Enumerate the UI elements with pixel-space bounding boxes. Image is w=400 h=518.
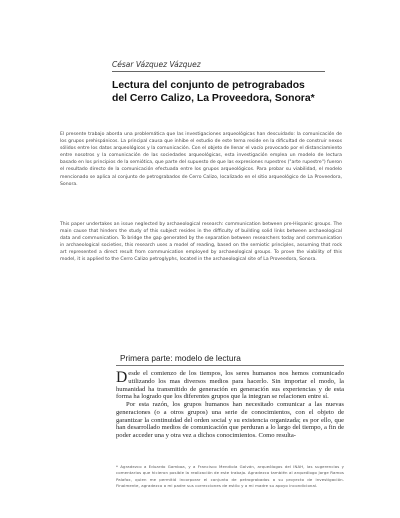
paragraph-1 (116, 370, 344, 401)
section-rule (116, 365, 344, 366)
title-line-2: del Cerro Calizo, La Proveedora, Sonora* (112, 92, 315, 104)
footnote-text: * Agradezco a Eduardo Gamboa, y a Francisco Mendiola Galván, arqueólogos del INAH, las sugerencias y comentarios que hicieron posible la realización de este trabajo. Agradezco también al arqueólogo Jorge Ramos Palafox, quien me permitió incorporar el conjunto de petrograbados a su proyecto de investigación. Finalmente, agradezco a mi padre sus correcciones de estilo y a mi madre su apoyo incondicional. (116, 464, 344, 489)
paragraph-2: Por esta razón, los grupos humanos han necesitado comunicar a las nuevas generaciones (o a otros grupos) una serie de conocimientos, con el objeto de garantizar la continuidad del orden social y su existencia organizada; es por ello, que han desarrollado medios de comunicación que perduran a lo largo del tiempo, a fin de poder acceder una y otra vez a dichos conocimientos. Como resulta- (116, 401, 344, 439)
title-line-1: Lectura del conjunto de petrograbados (112, 80, 305, 91)
footnote (116, 464, 344, 490)
section-heading: Primera parte: modelo de lectura (120, 353, 241, 363)
author-name: César Vázquez Vázquez (112, 60, 201, 69)
drop-cap: D (116, 369, 128, 386)
article-title (112, 80, 332, 105)
abstract-english (60, 221, 342, 264)
abstract-english-text: This paper undertakes an issue neglected by archaeological research: communication between pre-Hispanic groups. The main cause that hinders the study of this subject resides in the difficulty of building solid links between archaeological data and communication. To bridge the gap generated by the separation between researchers today and communication in archaeological societies, this research uses a model of reading, based on the semiotic principles, assuming that rock art represented a direct result from communication employed by archaeological groups. To prove the viability of this model, it is applied to the Cerro Calizo petroglyphs, located in the archaeological site of La Proveedora, Sonora. (60, 222, 342, 263)
paragraph-1-text: esde el comienzo de los tiempos, los seres humanos nos hemos comunicado utilizando los mas diversos medios para hacerlo. Sin importar el modo, la humanidad ha transmitido de generación en generación sus experiencias y de esta forma ha logrado que los diferentes grupos que la integran se relacionen entre sí. (116, 370, 344, 401)
abstract-spanish (60, 131, 342, 188)
body-text (116, 370, 344, 440)
abstract-spanish-text: El presente trabajo aborda una problemática que las investigaciones arqueológicas han descuidado: la comunicación de los grupos prehispánicos. La principal causa que inhibe el estudio de este tema reside en la dificultad de construir nexos sólidos entre los datos arqueológicos y la comunicación. Con el objeto de llenar el vacío provocado por el distanciamiento entre nosotros y la comunicación de las sociedades arqueológicas, esta investigación emplea un modelo de lectura basado en los principios de la semiótica, que parte del supuesto de que las expresiones rupestres ("arte rupestre") fueron el resultado directo de la comunicación efectuada entre los grupos arqueológicos. Para probar su viabilidad, el modelo mencionado se aplica al conjunto de petrograbados de Cerro Calizo, localizado en el sitio arqueológico de La Proveedora, Sonora. (60, 132, 342, 187)
header-rule (112, 71, 325, 72)
